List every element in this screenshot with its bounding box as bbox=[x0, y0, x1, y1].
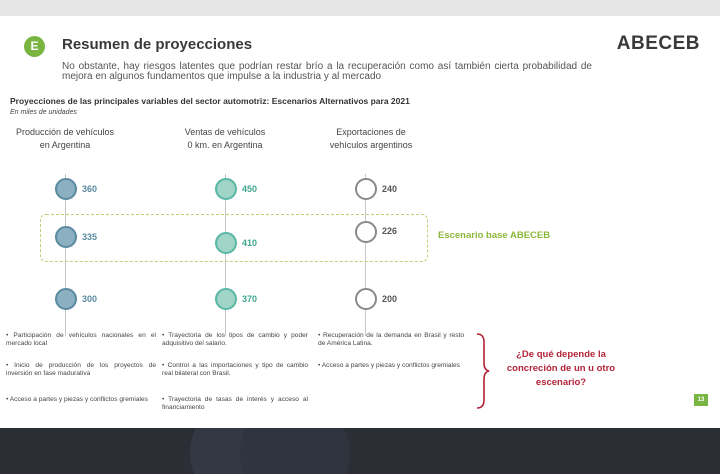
section-badge: E bbox=[24, 36, 45, 57]
production-low-dot bbox=[55, 288, 77, 310]
sales-low-value: 370 bbox=[242, 294, 258, 304]
factor-sales-1: • Trayectoria de los tipos de cambio y poder adquisitivo del salario. bbox=[162, 332, 308, 348]
abeceb-logo: ABECEB bbox=[616, 33, 700, 54]
factor-sales-2: • Control a las importaciones y tipo de cambio real bilateral con Brasil. bbox=[162, 362, 308, 378]
column-header-exports: Exportaciones de vehículos argentinos bbox=[329, 127, 413, 150]
exports-base-dot bbox=[355, 221, 377, 243]
production-high-dot bbox=[55, 178, 77, 200]
exports-low-value: 200 bbox=[382, 294, 398, 304]
page-number: 13 bbox=[694, 394, 708, 406]
factor-production-2: • Inicio de producción de los proyectos de inversión en fase madurativa bbox=[6, 362, 156, 378]
exports-base-value: 226 bbox=[382, 226, 398, 236]
exports-high-dot bbox=[355, 178, 377, 200]
column-header-production: Producción de vehículos en Argentina bbox=[15, 127, 115, 150]
sales-low-dot bbox=[215, 288, 237, 310]
intro-text: No obstante, hay riesgos latentes que podrían restar brío a la recuperación como así también cierta probabilidad de mejora en algunos fundamentos que impulse a la industria y al mercado bbox=[62, 61, 592, 82]
factor-production-1: • Participación de vehículos nacionales en el mercado local bbox=[6, 332, 156, 348]
factor-exports-1: • Recuperación de la demanda en Brasil y resto de América Latina. bbox=[318, 332, 464, 348]
sales-base-value: 410 bbox=[242, 238, 258, 248]
footer-decor-circle-right bbox=[240, 428, 350, 474]
scenario-question: ¿De qué depende la concreción de un u otro escenario? bbox=[506, 349, 616, 388]
production-base-dot bbox=[55, 226, 77, 248]
sales-high-value: 450 bbox=[242, 184, 258, 194]
column-header-sales: Ventas de vehículos 0 km. en Argentina bbox=[184, 127, 266, 150]
exports-high-value: 240 bbox=[382, 184, 398, 194]
production-high-value: 360 bbox=[82, 184, 98, 194]
curly-brace-icon bbox=[474, 332, 490, 410]
factor-exports-2: • Acceso a partes y piezas y conflictos gremiales bbox=[318, 362, 460, 369]
chart-subtitle: En miles de unidades bbox=[10, 109, 77, 116]
factor-sales-3: • Trayectoria de tasas de interés y acceso al financiamiento bbox=[162, 396, 308, 412]
production-base-value: 335 bbox=[82, 232, 98, 242]
base-scenario-label: Escenario base ABECEB bbox=[438, 230, 551, 241]
page-title: Resumen de proyecciones bbox=[62, 36, 253, 53]
exports-low-dot bbox=[355, 288, 377, 310]
sales-base-dot bbox=[215, 232, 237, 254]
footer-bar bbox=[0, 428, 720, 474]
factor-production-3: • Acceso a partes y piezas y conflictos gremiales bbox=[6, 396, 148, 403]
chart-title: Proyecciones de las principales variables del sector automotriz: Escenarios Alternativos para 2021 bbox=[10, 96, 410, 106]
sales-high-dot bbox=[215, 178, 237, 200]
slide bbox=[0, 16, 720, 428]
production-low-value: 300 bbox=[82, 294, 98, 304]
